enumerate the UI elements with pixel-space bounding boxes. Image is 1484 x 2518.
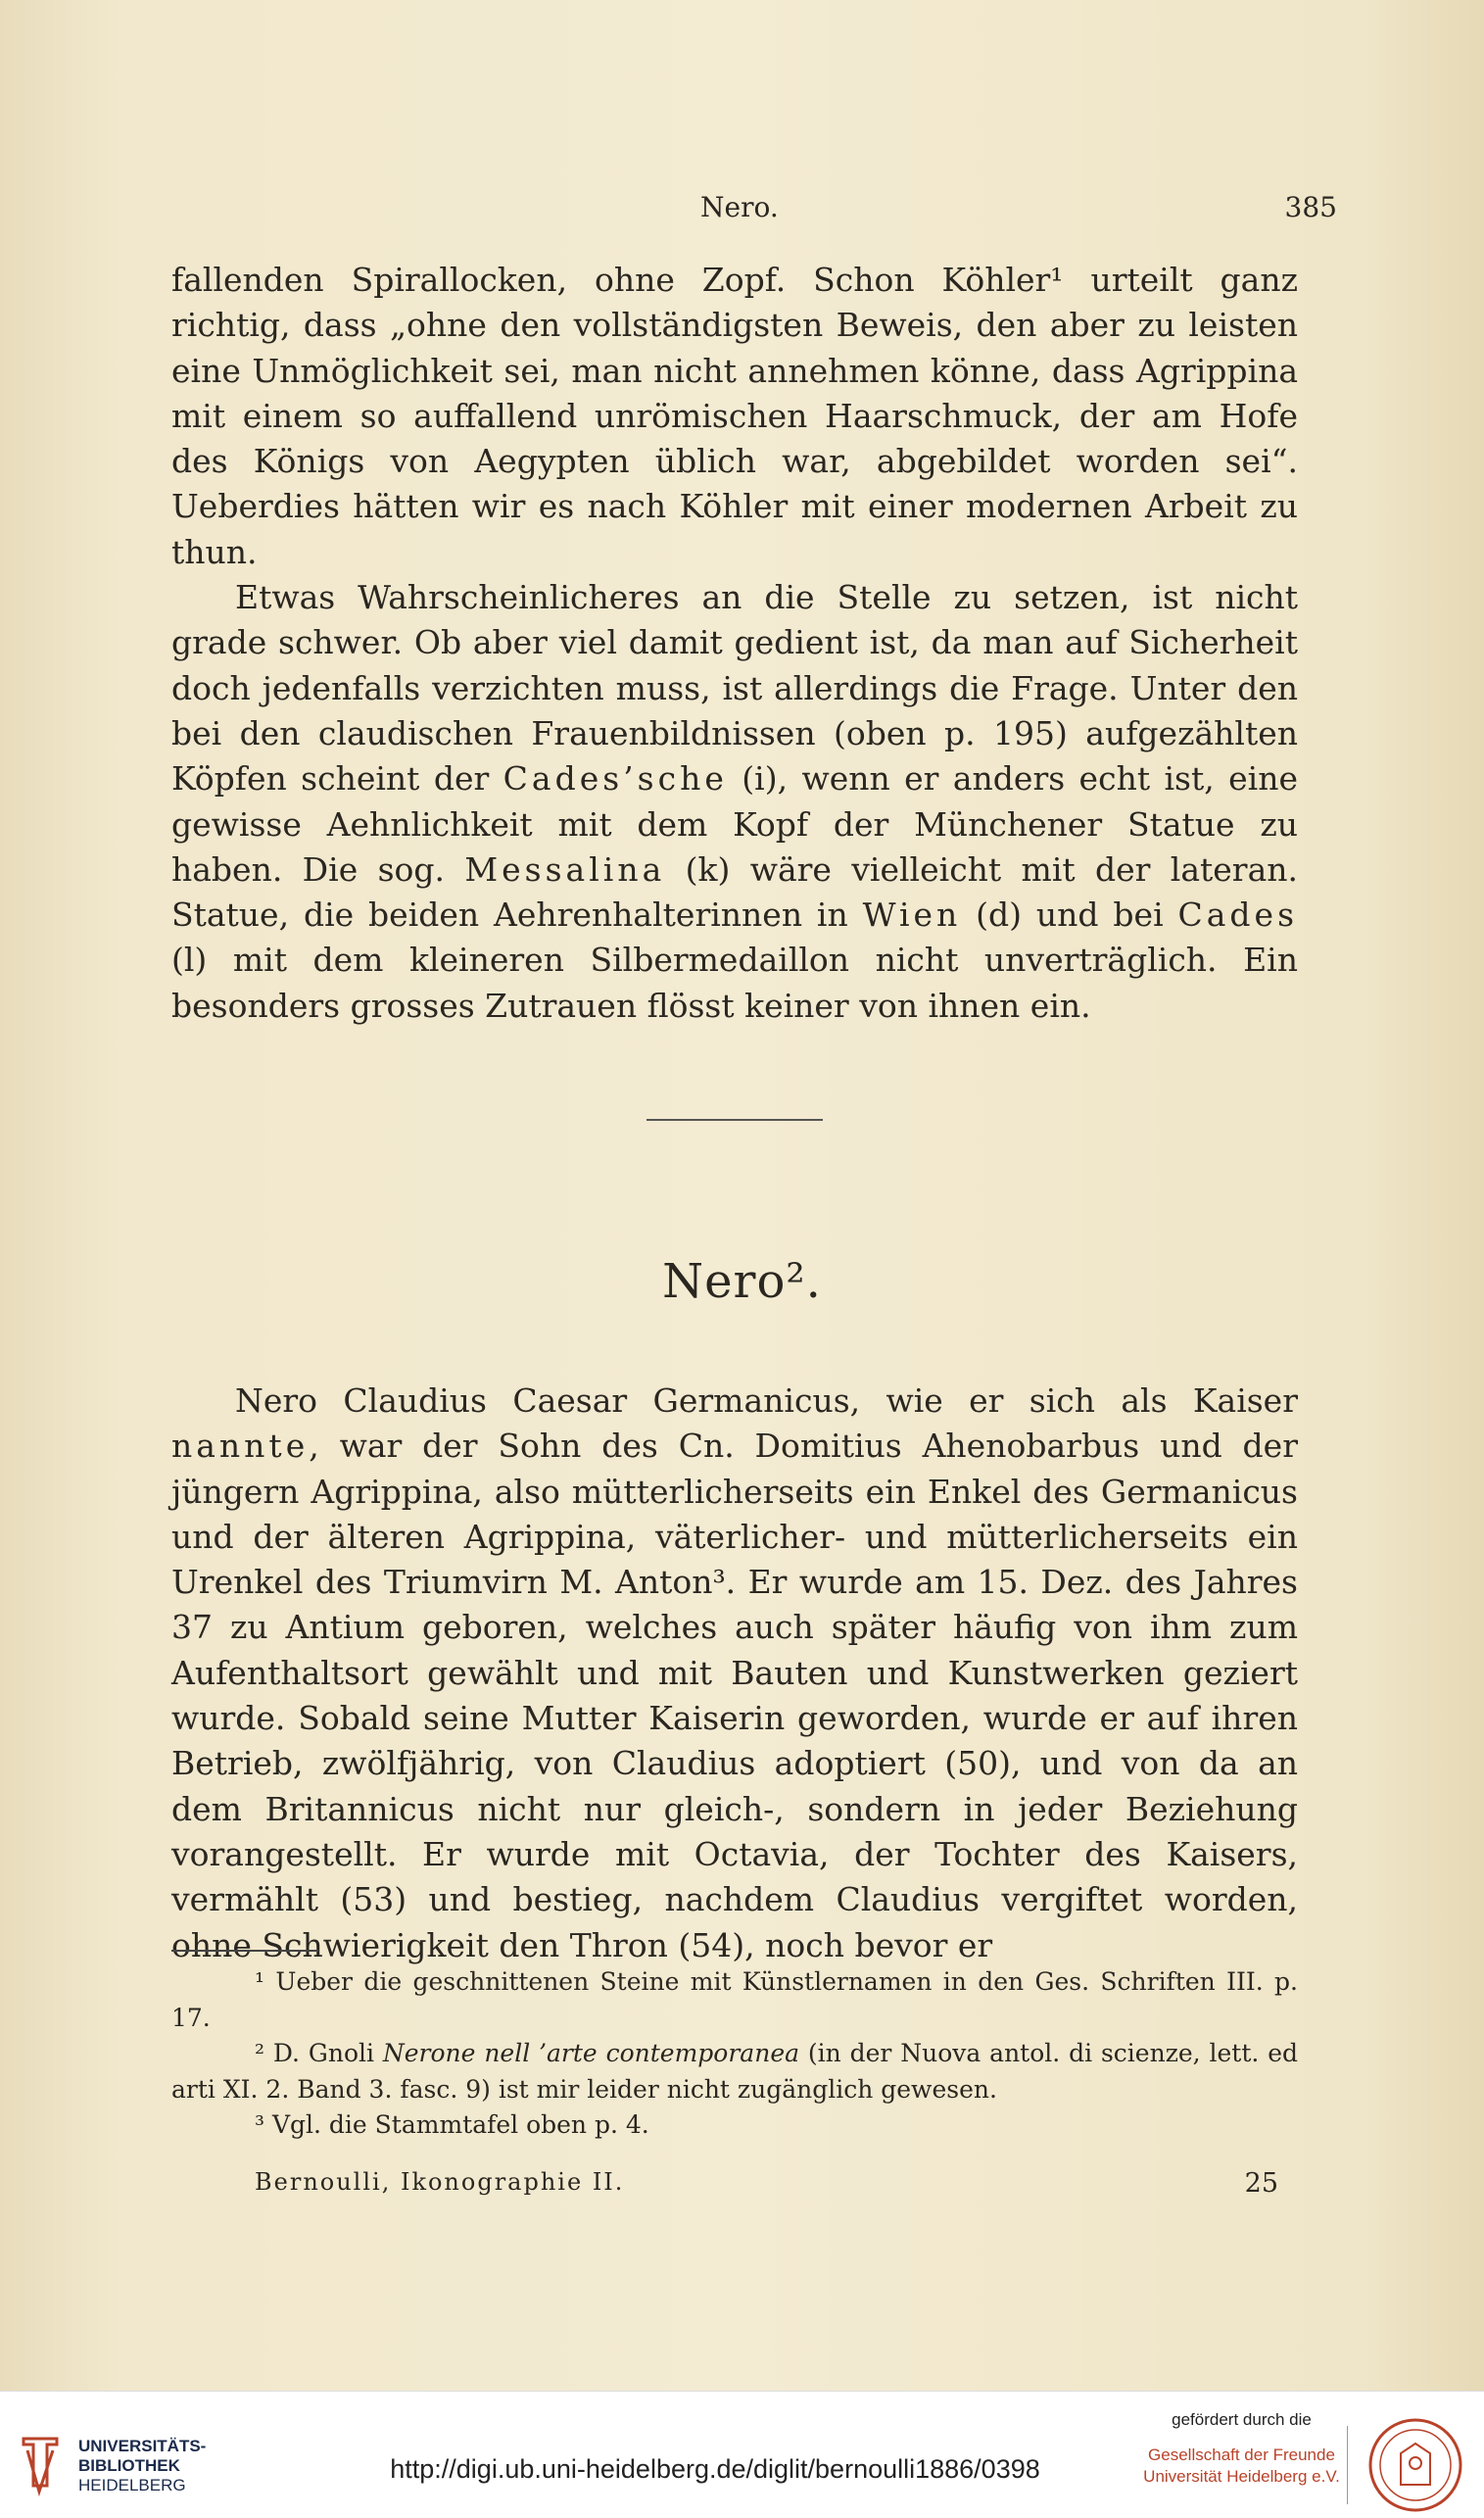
- text-run: Etwas Wahrscheinlicheres an die Stelle zu setzen, ist nicht grade schwer. Ob aber viel damit gedient ist, da man auf Sicherheit doch jedenfalls verzichten muss, ist allerdings die Frage. Unter den bei den claudischen Frauenbildnissen (oben p. 195) aufgezählten Köpfen scheint der: [171, 578, 1298, 799]
- university-seal-icon: [1366, 2416, 1464, 2514]
- paragraph-etwas: [171, 575, 1298, 1029]
- footnote-1: ¹ Ueber die geschnittenen Steine mit Künstlernamen in den Ges. Schriften III. p. 17.: [171, 1967, 1298, 2032]
- page-number: 385: [1284, 191, 1337, 223]
- spaced-name-messalina: Messalina: [464, 849, 666, 889]
- sponsor-block: [1136, 2409, 1347, 2488]
- text-run: ² D. Gnoli: [255, 2039, 383, 2067]
- text-run: Nero Claudius Caesar Germanicus, wie er sich als Kaiser: [235, 1381, 1298, 1420]
- footer-divider: [1347, 2426, 1348, 2504]
- paragraph-continuation: fallenden Spirallocken, ohne Zopf. Schon Köhler¹ urteilt ganz richtig, dass „ohne den vollständigsten Beweis, den aber zu leisten eine Unmöglichkeit sei, man nicht annehmen könne, dass Agrippina mit einem so auffallend unrömischen Haarschmuck, der am Hofe des Königs von Aegypten üblich war, abgebildet worden sei“. Ueberdies hätten wir es nach Köhler mit einer modernen Arbeit zu thun.: [171, 261, 1298, 571]
- sponsor-org-line-2: Universität Heidelberg e.V.: [1143, 2467, 1340, 2486]
- spaced-name-wien: Wien: [862, 896, 962, 935]
- text-run: (k) wäre vielleicht mit der lateran. Statue, die beiden Aehrenhalterinnen in: [171, 849, 1298, 935]
- text-run: , war der Sohn des Cn. Domitius Ahenobarbus und der jüngern Agrippina, also mütterlicherseits ein Enkel des Germanicus und der älteren Agrippina, väterlicher- und mütterlicherseits ein Urenkel des Triumvirn M. Anton³. Er wurde am 15. Dez. des Jahres 37 zu Antium geboren, welches auch später häufig von ihm zum Aufenthaltsort gewählt und mit Bauten und Kunstwerken geziert wurde. Sobald seine Mutter Kaiserin geworden, wurde er auf ihren Betrieb, zwölfjährig, von Claudius adoptiert (50), und von da an dem Britannicus nicht nur gleich-, sondern in jeder Beziehung vorangestellt. Er wurde mit Octavia, der Tochter des Kaisers, vermählt (53) und bestieg, nachdem Claudius vergiftet worden, ohne Schwierigkeit den Thron (54), noch bevor er: [171, 1427, 1298, 1964]
- library-line-1: UNIVERSITÄTS-: [78, 2437, 207, 2455]
- section-title: Nero².: [662, 1254, 822, 1309]
- text-run: (d) und bei: [961, 896, 1178, 935]
- library-logo-icon: [18, 2431, 63, 2499]
- footnotes: [171, 1964, 1298, 2144]
- footnote-italic-title: Nerone nell ’arte contemporanea: [382, 2039, 800, 2067]
- text-run: (in der Nuova antol. di scienze, lett. ed arti XI. 2. Band 3. fasc. 9) ist mir leider nicht zugänglich gewesen.: [171, 2039, 1298, 2104]
- library-line-3: HEIDELBERG: [78, 2476, 186, 2494]
- library-name: [78, 2437, 206, 2495]
- permalink-url[interactable]: http://digi.ub.uni-heidelberg.de/diglit/bernoulli1886/0398: [390, 2454, 1040, 2484]
- spaced-name-cades-sche: Cades’sche: [503, 759, 728, 799]
- section-divider: [646, 1119, 823, 1121]
- running-head: [171, 191, 1337, 230]
- signature-number: 25: [1244, 2168, 1278, 2199]
- body-text-nero: [171, 1379, 1298, 1968]
- spaced-name-cades: Cades: [1177, 896, 1299, 935]
- footer-bar: [0, 2391, 1484, 2518]
- body-text-top: [171, 258, 1298, 1029]
- text-run: (i), wenn er anders echt ist, eine gewisse Aehnlichkeit mit dem Kopf der Münchener Statue zu haben. Die sog.: [171, 759, 1298, 889]
- footnote-rule: [171, 1950, 318, 1952]
- paragraph-nero: [171, 1379, 1298, 1968]
- footnote-3: ³ Vgl. die Stammtafel oben p. 4.: [255, 2110, 649, 2139]
- footnote-2: [171, 2036, 1298, 2107]
- text-run: (l) mit dem kleineren Silbermedaillon nicht unverträglich. Ein besonders grosses Zutrauen flösst keiner von ihnen ein.: [171, 941, 1298, 1025]
- library-line-2: BIBLIOTHEK: [78, 2456, 180, 2475]
- signature-mark: Bernoulli, Ikonographie II.: [255, 2168, 625, 2196]
- spaced-word-nannte: nannte: [171, 1427, 310, 1466]
- running-head-title: Nero.: [700, 191, 779, 223]
- sponsor-lead: gefördert durch die: [1172, 2410, 1312, 2429]
- sponsor-org-line-1: Gesellschaft der Freunde: [1148, 2445, 1335, 2464]
